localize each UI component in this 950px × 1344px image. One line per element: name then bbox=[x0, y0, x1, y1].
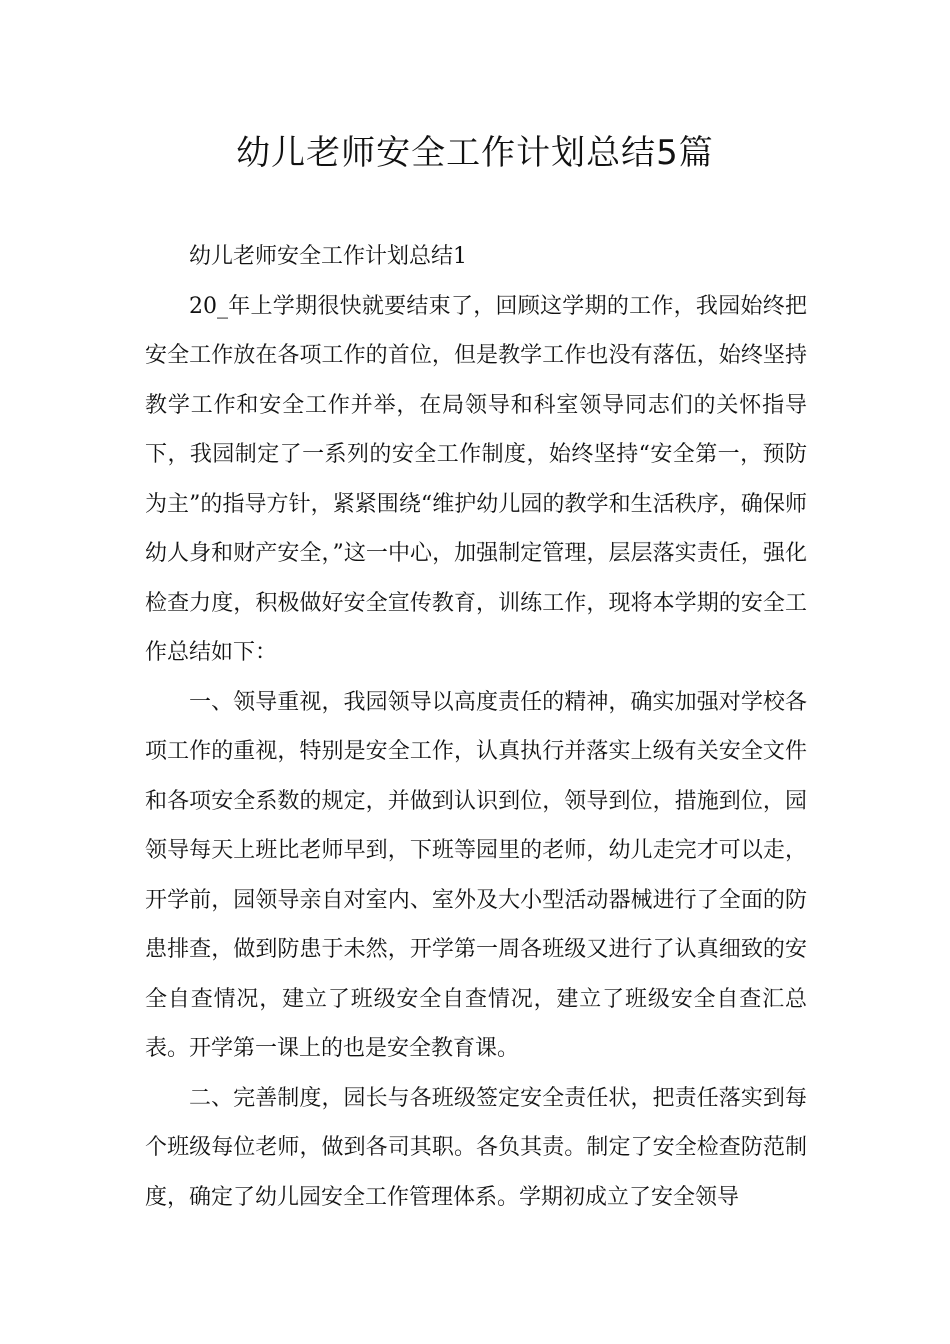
document-body bbox=[145, 232, 807, 1222]
paragraph-section-2: 二、完善制度，园长与各班级签定安全责任状，把责任落实到每个班级每位老师，做到各司其职。各负其责。制定了安全检查防范制度，确定了幼儿园安全工作管理体系。学期初成立了安全领导 bbox=[145, 1085, 807, 1210]
section-subheading: 幼儿老师安全工作计划总结1 bbox=[189, 244, 467, 269]
paragraph-section-1: 一、领导重视，我园领导以高度责任的精神，确实加强对学校各项工作的重视，特别是安全工作，认真执行并落实上级有关安全文件和各项安全系数的规定，并做到认识到位，领导到位，措施到位，园领导每天上班比老师早到，下班等园里的老师，幼儿走完才可以走，开学前，园领导亲自对室内、室外及大小型活动器械进行了全面的防患排查，做到防患于未然，开学第一周各班级又进行了认真细致的安全自查情况，建立了班级安全自查情况，建立了班级安全自查汇总表。开学第一课上的也是安全教育课。 bbox=[145, 689, 807, 1061]
paragraph-intro: 20_年上学期很快就要结束了，回顾这学期的工作，我园始终把安全工作放在各项工作的首位，但是教学工作也没有落伍，始终坚持教学工作和安全工作并举，在局领导和科室领导同志们的关怀指导下，我园制定了一系列的安全工作制度，始终坚持“安全第一，预防为主”的指导方针，紧紧围绕“维护幼儿园的教学和生活秩序，确保师幼人身和财产安全，”这一中心，加强制定管理，层层落实责任，强化检查力度，积极做好安全宣传教育，训练工作，现将本学期的安全工作总结如下： bbox=[145, 293, 807, 665]
document-title: 幼儿老师安全工作计划总结5篇 bbox=[236, 133, 714, 173]
